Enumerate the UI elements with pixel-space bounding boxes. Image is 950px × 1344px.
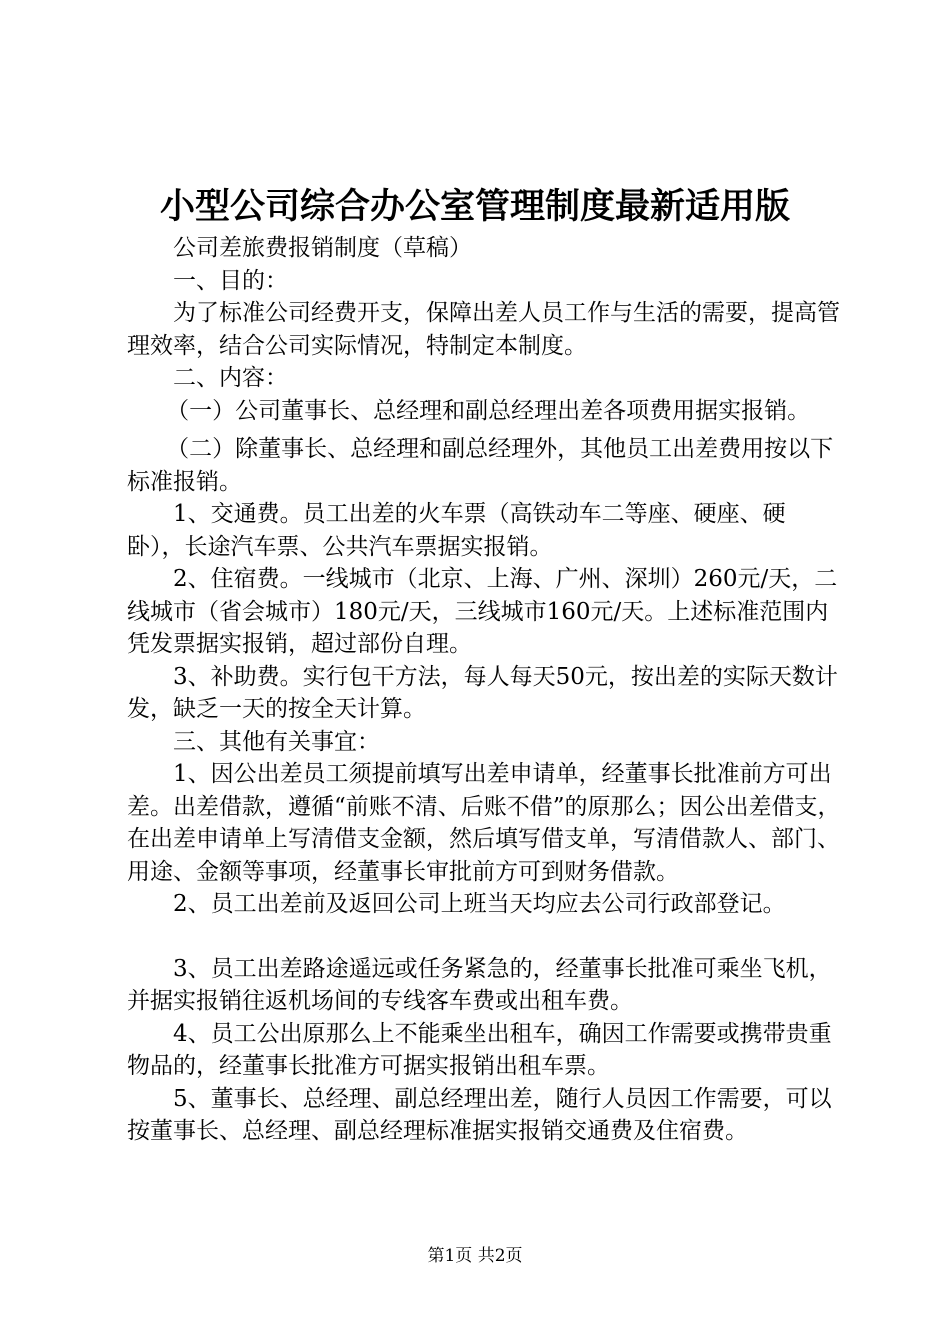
paragraph-other-2: 2、员工出差前及返回公司上班当天均应去公司行政部登记。 [173, 891, 786, 917]
paragraph-other-4: 4、员工公出原那么上不能乘坐出租车，确因工作需要或携带贵重物品的，经董事长批准方可据实报销出租车票。 [127, 1020, 832, 1079]
page-title: 小型公司综合办公室管理制度最新适用版 [159, 186, 790, 227]
page-number: 第1页 共2页 [427, 1246, 523, 1266]
paragraph-policy-name: 公司差旅费报销制度（草稿） [173, 235, 472, 261]
paragraph-clause-1: （一）公司董事长、总经理和副总经理出差各项费用据实报销。 [166, 397, 811, 424]
paragraph-section-1-heading: 一、目的： [173, 267, 288, 294]
paragraph-section-2-heading: 二、内容： [173, 365, 288, 391]
paragraph-other-1: 1、因公出差员工须提前填写出差申请单，经董事长批准前方可出差。出差借款，遵循“前账不清、后账不借”的原那么；因公出差借支，在出差申请单上写清借支金额，然后填写借支单，写清借款人、部门、用途、金额等事项，经董事长审批前方可到财务借款。 [127, 761, 841, 885]
paragraph-clause-2: （二）除董事长、总经理和副总经理外，其他员工出差费用按以下标准报销。 [127, 436, 834, 495]
paragraph-subsidy: 3、补助费。实行包干方法，每人每天50元，按出差的实际天数计发，缺乏一天的按全天计算。 [127, 663, 838, 722]
paragraph-section-3-heading: 三、其他有关事宜： [173, 728, 380, 755]
document-body [127, 232, 841, 1148]
paragraph-purpose: 为了标准公司经费开支，保障出差人员工作与生活的需要，提高管理效率，结合公司实际情况，特制定本制度。 [127, 300, 840, 359]
paragraph-other-3: 3、员工出差路途遥远或任务紧急的，经董事长批准可乘坐飞机，并据实报销往返机场间的专线客车费或出租车费。 [127, 955, 832, 1014]
paragraph-transport-fee: 1、交通费。员工出差的火车票（高铁动车二等座、硬座、硬卧），长途汽车票、公共汽车票据实报销。 [127, 501, 786, 560]
paragraph-lodging-fee: 2、住宿费。一线城市（北京、上海、广州、深圳）260元/天，二线城市（省会城市）180元/天，三线城市160元/天。上述标准范围内凭发票据实报销，超过部份自理。 [127, 566, 838, 657]
paragraph-other-5: 5、董事长、总经理、副总经理出差，随行人员因工作需要，可以按董事长、总经理、副总经理标准据实报销交通费及住宿费。 [127, 1085, 832, 1144]
